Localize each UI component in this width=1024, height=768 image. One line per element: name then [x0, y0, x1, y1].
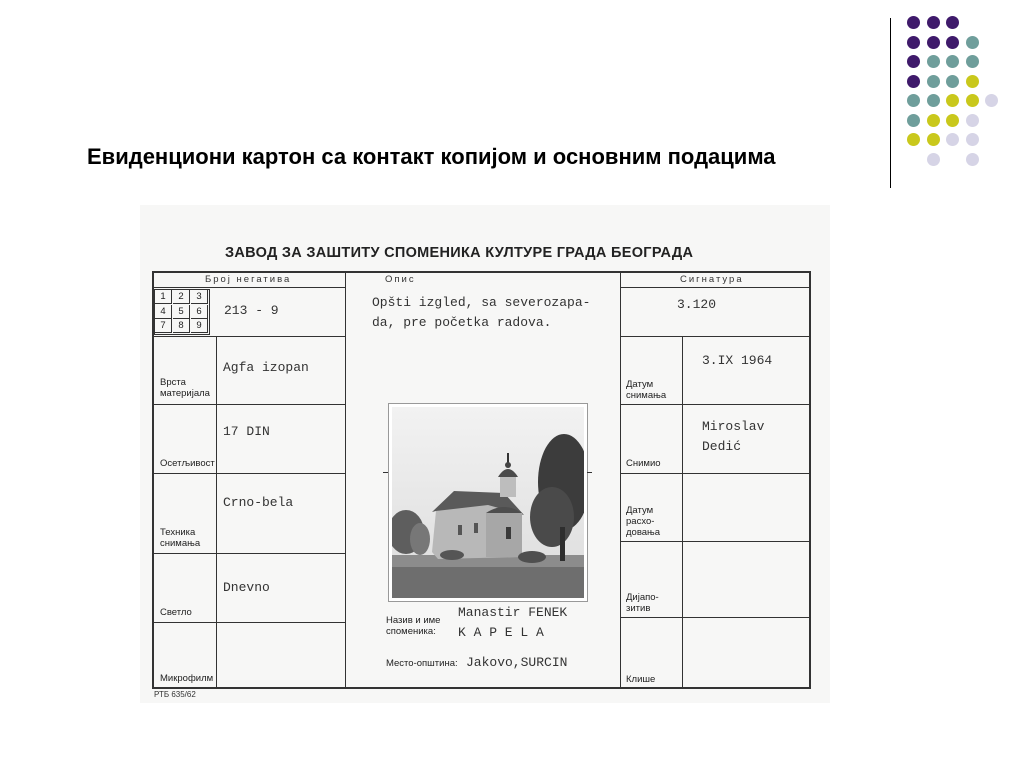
slide-label: Дијапо- зитив [626, 592, 659, 614]
negative-number-header: Број негатива [205, 274, 292, 285]
date-taken-value: 3.IX 1964 [702, 353, 773, 368]
decorative-dot [907, 114, 920, 127]
photographer-label: Снимио [626, 458, 661, 469]
col-sep-2 [620, 271, 621, 687]
left-inner-vline [216, 337, 217, 687]
decorative-dot-grid [903, 10, 1013, 170]
negative-grid-cell: 7 [155, 319, 172, 333]
decorative-dot [946, 133, 959, 146]
negative-grid-cell: 3 [191, 290, 208, 304]
frame-bottom [152, 687, 810, 689]
col-sep-1 [345, 271, 346, 687]
microfilm-label: Микрофилм [160, 673, 214, 684]
negative-grid-cell: 4 [155, 305, 172, 319]
photo-frame [388, 403, 588, 602]
right-row-line-5 [620, 617, 810, 618]
decorative-dot [907, 55, 920, 68]
left-row-line-4 [152, 553, 345, 554]
description-text: Opšti izgled, sa severozapa- da, pre početka radova. [372, 295, 591, 330]
date-taken-label: Датум снимања [626, 379, 667, 401]
vertical-divider [890, 18, 891, 188]
decorative-dot [946, 36, 959, 49]
chapel-photo [392, 407, 584, 598]
date-disposal-label: Датум расхо- довања [626, 505, 661, 538]
right-row-line-4 [620, 541, 810, 542]
decorative-dot [927, 133, 940, 146]
decorative-dot [966, 55, 979, 68]
right-row-line-2 [620, 404, 810, 405]
decorative-dot [966, 94, 979, 107]
sensitivity-label: Осетљивост [160, 458, 215, 469]
left-row-line-1 [152, 336, 345, 337]
decorative-dot [907, 94, 920, 107]
negative-grid [154, 289, 210, 335]
decorative-dot [946, 75, 959, 88]
photo-tick-left [383, 472, 388, 473]
frame-top [152, 271, 810, 273]
negative-grid-cell: 5 [173, 305, 190, 319]
decorative-dot [907, 36, 920, 49]
technique-value: Crno-bela [223, 495, 294, 510]
negative-grid-cell: 1 [155, 290, 172, 304]
decorative-dot [927, 75, 940, 88]
signature-header: Сигнатура [680, 274, 744, 285]
decorative-dot [927, 114, 940, 127]
photographer-value: Miroslav Dedić [702, 419, 765, 454]
decorative-dot [966, 36, 979, 49]
decorative-dot [966, 75, 979, 88]
monument-label: Назив и име споменика: [386, 615, 441, 637]
decorative-dot [927, 55, 940, 68]
left-row-line-3 [152, 473, 345, 474]
head-row-line-left [152, 287, 345, 288]
left-row-line-5 [152, 622, 345, 623]
decorative-dot [966, 114, 979, 127]
material-value: Agfa izopan [223, 360, 309, 375]
negative-number-value: 213 - 9 [224, 303, 279, 318]
cliche-label: Клише [626, 674, 656, 685]
right-row-line-3 [620, 473, 810, 474]
decorative-dot [927, 36, 940, 49]
decorative-dot [907, 75, 920, 88]
decorative-dot [946, 55, 959, 68]
signature-value: 3.120 [677, 297, 717, 312]
light-label: Светло [160, 607, 192, 618]
negative-grid-cell: 8 [173, 319, 190, 333]
place-label: Место-општина: [386, 658, 458, 669]
negative-grid-cell: 6 [191, 305, 208, 319]
frame-right [809, 271, 811, 689]
right-row-line-1 [620, 336, 810, 337]
decorative-dot [985, 94, 998, 107]
record-card [140, 205, 830, 703]
decorative-dot [907, 133, 920, 146]
light-value: Dnevno [223, 580, 270, 595]
decorative-dot [927, 153, 940, 166]
place-value: Jakovo,SURCIN [466, 655, 568, 670]
decorative-dot [966, 133, 979, 146]
card-header: ЗАВОД ЗА ЗАШТИТУ СПОМЕНИКА КУЛТУРЕ ГРАДА БЕОГРАДА [225, 245, 694, 261]
technique-label: Техника снимања [160, 527, 201, 549]
decorative-dot [946, 114, 959, 127]
decorative-dot [946, 16, 959, 29]
right-inner-vline [682, 337, 683, 687]
negative-grid-cell: 9 [191, 319, 208, 333]
decorative-dot [927, 94, 940, 107]
decorative-dot [907, 16, 920, 29]
negative-grid-cell: 2 [173, 290, 190, 304]
material-label: Врста материјала [160, 377, 210, 399]
decorative-dot [927, 16, 940, 29]
form-code: РТБ 635/62 [154, 690, 196, 699]
description-header: Опис [385, 274, 416, 285]
left-row-line-2 [152, 404, 345, 405]
head-row-line-right [620, 287, 810, 288]
decorative-dot [966, 153, 979, 166]
photo-tick-right [587, 472, 592, 473]
sensitivity-value: 17 DIN [223, 424, 270, 439]
slide-title: Евиденциони картон са контакт копијом и основним подацима [87, 144, 776, 169]
monument-value: Manastir FENEK K A P E L A [458, 605, 568, 640]
decorative-dot [946, 94, 959, 107]
